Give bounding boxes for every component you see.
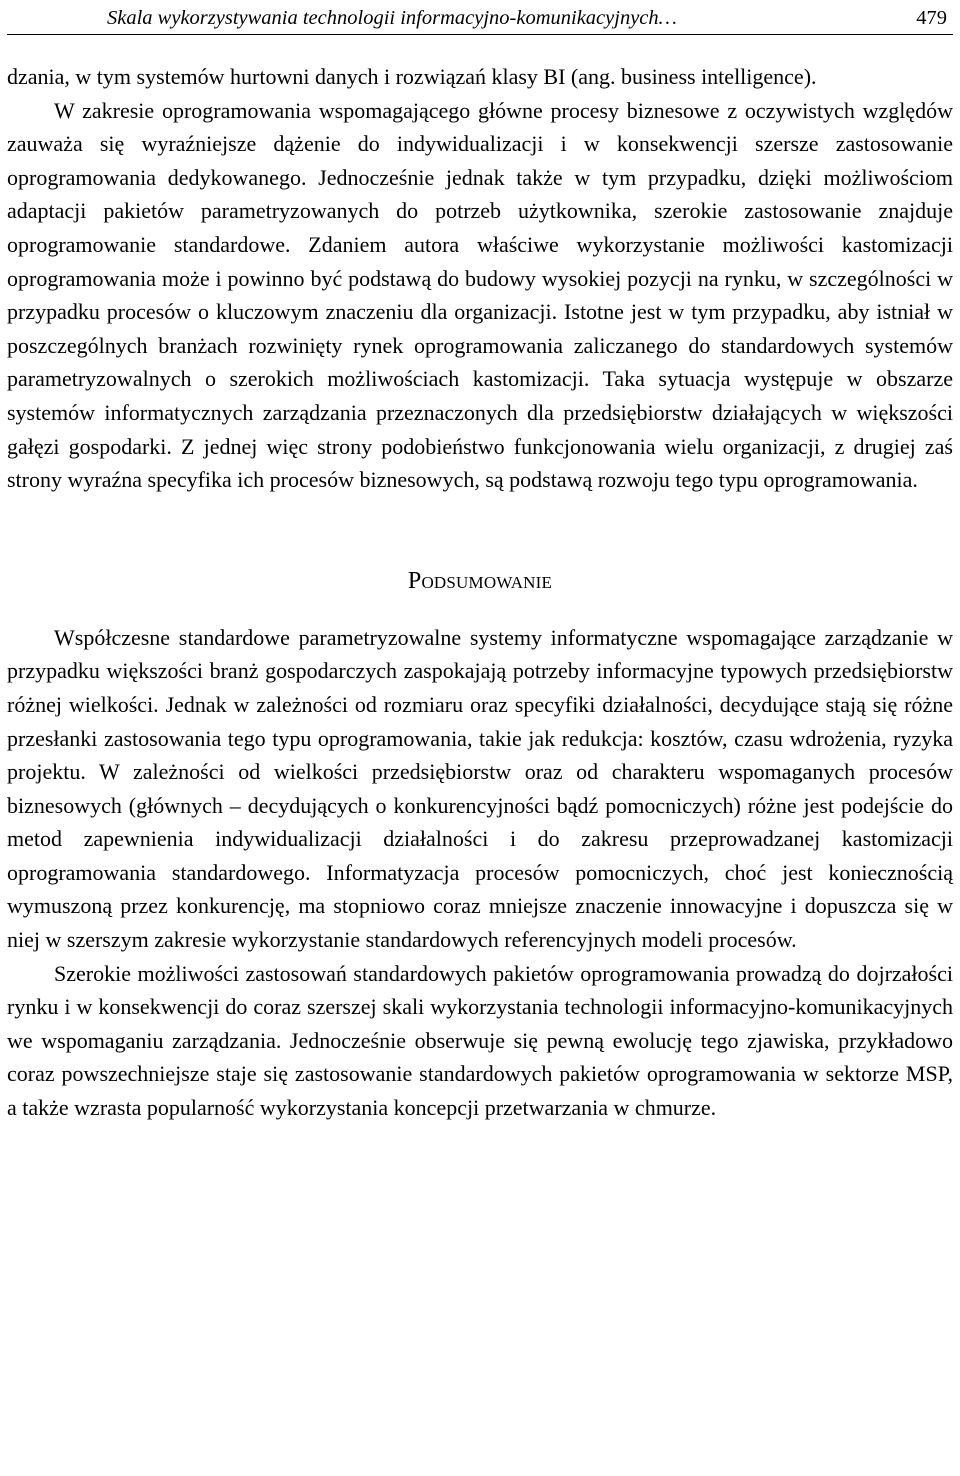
document-page	[7, 0, 953, 1125]
summary-paragraph-2: Szerokie możliwości zastosowań standardowych pakietów oprogramowania prowadzą do dojrzałości rynku i w konsekwencji do coraz szerszej skali wykorzystania technologii informacyjno-komunikacyjnych we wspomaganiu zarządzania. Jednocześnie obserwuje się pewną ewolucję tego zjawiska, przykładowo coraz powszechniejsze staje się zastosowanie standardowych pakietów oprogramowania w sektorze MSP, a także wzrasta popularność wykorzystania koncepcji przetwarzania w chmurze.	[7, 960, 953, 1121]
section-heading-summary: Podsumowanie	[407, 567, 553, 594]
body-paragraph-1: W zakresie oprogramowania wspomagającego główne procesy biznesowe z oczywistych względów zauważa się wyraźniejsze dążenie do indywidualizacji i w konsekwencji szersze zastosowanie oprogramowania dedykowanego. Jednocześnie jednak także w tym przypadku, dzięki możliwościom adaptacji pakietów parametryzowanych do potrzeb użytkownika, szerokie zastosowanie znajduje oprogramowanie standardowe. Zdaniem autora właściwe wykorzystanie możliwości kastomizacji oprogramowania może i powinno być podstawą do budowy wysokiej pozycji na rynku, w szczególności w przypadku procesów o kluczowym znaczeniu dla organizacji. Istotne jest w tym przypadku, aby istniał w poszczególnych branżach rozwinięty rynek oprogramowania zaliczanego do standardowych systemów parametryzowalnych o szerokich możliwościach kastomizacji. Taka sytuacja występuje w obszarze systemów informatycznych zarządzania przeznaczonych dla przedsiębiorstw działających w większości gałęzi gospodarki. Z jednej więc strony podobieństwo funkcjonowania wielu organizacji, z drugiej zaś strony wyraźna specyfika ich procesów biznesowych, są podstawą rozwoju tego typu oprogramowania.	[7, 97, 953, 493]
continued-paragraph: dzania, w tym systemów hurtowni danych i rozwiązań klasy BI (ang. business intelligence).	[7, 64, 817, 89]
running-title: Skala wykorzystywania technologii informacyjno-komunikacyjnych…	[107, 7, 677, 29]
running-header	[7, 0, 953, 35]
summary-paragraph-1: Współczesne standardowe parametryzowalne systemy informatyczne wspomagające zarządzanie w przypadku większości branż gospodarczych zaspokajają potrzeby informacyjne typowych przedsiębiorstw różnej wielkości. Jednak w zależności od rozmiaru oraz specyfiki działalności, decydujące stają się różne przesłanki zastosowania tego typu oprogramowania, takie jak redukcja: kosztów, czasu wdrożenia, ryzyka projektu. W zależności od wielkości przedsiębiorstw oraz od charakteru wspomaganych procesów biznesowych (głównych – decydujących o konkurencyjności bądź pomocniczych) różne jest podejście do metod zapewnienia indywidualizacji działalności i do zakresu przeprowadzanej kastomizacji oprogramowania standardowego. Informatyzacja procesów pomocniczych, choć jest koniecznością wymuszoną przez konkurencję, ma stopniowo coraz mniejsze znaczenie innowacyjne i dopuszcza się w niej w szerszym zakresie wykorzystanie standardowych referencyjnych modeli procesów.	[7, 624, 953, 953]
page-number: 479	[916, 7, 947, 29]
